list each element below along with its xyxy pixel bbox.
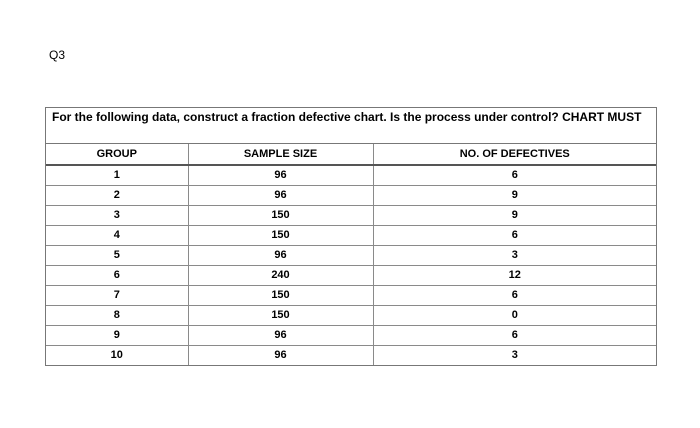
cell-group: 4 — [46, 226, 188, 246]
cell-defectives: 6 — [373, 226, 656, 246]
table-row — [46, 266, 656, 286]
cell-defectives: 3 — [373, 246, 656, 266]
cell-sample-size: 96 — [188, 326, 373, 346]
header-group: GROUP — [46, 144, 188, 165]
header-sample-size: SAMPLE SIZE — [188, 144, 373, 165]
cell-defectives: 9 — [373, 186, 656, 206]
question-text: For the following data, construct a fraction defective chart. Is the process under control? CHART MUST — [46, 108, 656, 144]
cell-group: 10 — [46, 346, 188, 366]
cell-group: 6 — [46, 266, 188, 286]
cell-group: 5 — [46, 246, 188, 266]
table-row — [46, 186, 656, 206]
cell-defectives: 9 — [373, 206, 656, 226]
cell-defectives: 6 — [373, 326, 656, 346]
cell-group: 2 — [46, 186, 188, 206]
cell-sample-size: 150 — [188, 286, 373, 306]
question-box — [45, 107, 657, 366]
cell-group: 3 — [46, 206, 188, 226]
cell-defectives: 3 — [511, 349, 518, 361]
table-row — [46, 226, 656, 246]
cell-sample-size: 96 — [188, 346, 373, 366]
cell-defectives: 6 — [373, 286, 656, 306]
cell-defectives: 6 — [373, 165, 656, 186]
cell-sample-size: 96 — [188, 246, 373, 266]
cell-sample-size: 240 — [188, 266, 373, 286]
table-header-row — [46, 144, 656, 165]
cell-group: 9 — [46, 326, 188, 346]
table-row — [46, 326, 656, 346]
cell-group: 8 — [46, 306, 188, 326]
question-number: Q3 — [49, 48, 66, 62]
table-row — [46, 206, 656, 226]
data-table — [46, 144, 656, 365]
cell-group: 1 — [46, 165, 188, 186]
cell-sample-size: 150 — [188, 206, 373, 226]
cell-group: 7 — [46, 286, 188, 306]
header-defectives: NO. OF DEFECTIVES — [373, 144, 656, 165]
cell-defectives: 12 — [373, 266, 656, 286]
cell-sample-size: 96 — [188, 186, 373, 206]
table-row — [46, 165, 656, 186]
table-row — [46, 246, 656, 266]
cell-sample-size: 96 — [188, 165, 373, 186]
cell-defectives: 0 — [373, 306, 656, 326]
table-row — [46, 306, 656, 326]
cell-sample-size: 150 — [188, 226, 373, 246]
table-row — [46, 346, 656, 366]
cell-sample-size: 150 — [188, 306, 373, 326]
table-row — [46, 286, 656, 306]
